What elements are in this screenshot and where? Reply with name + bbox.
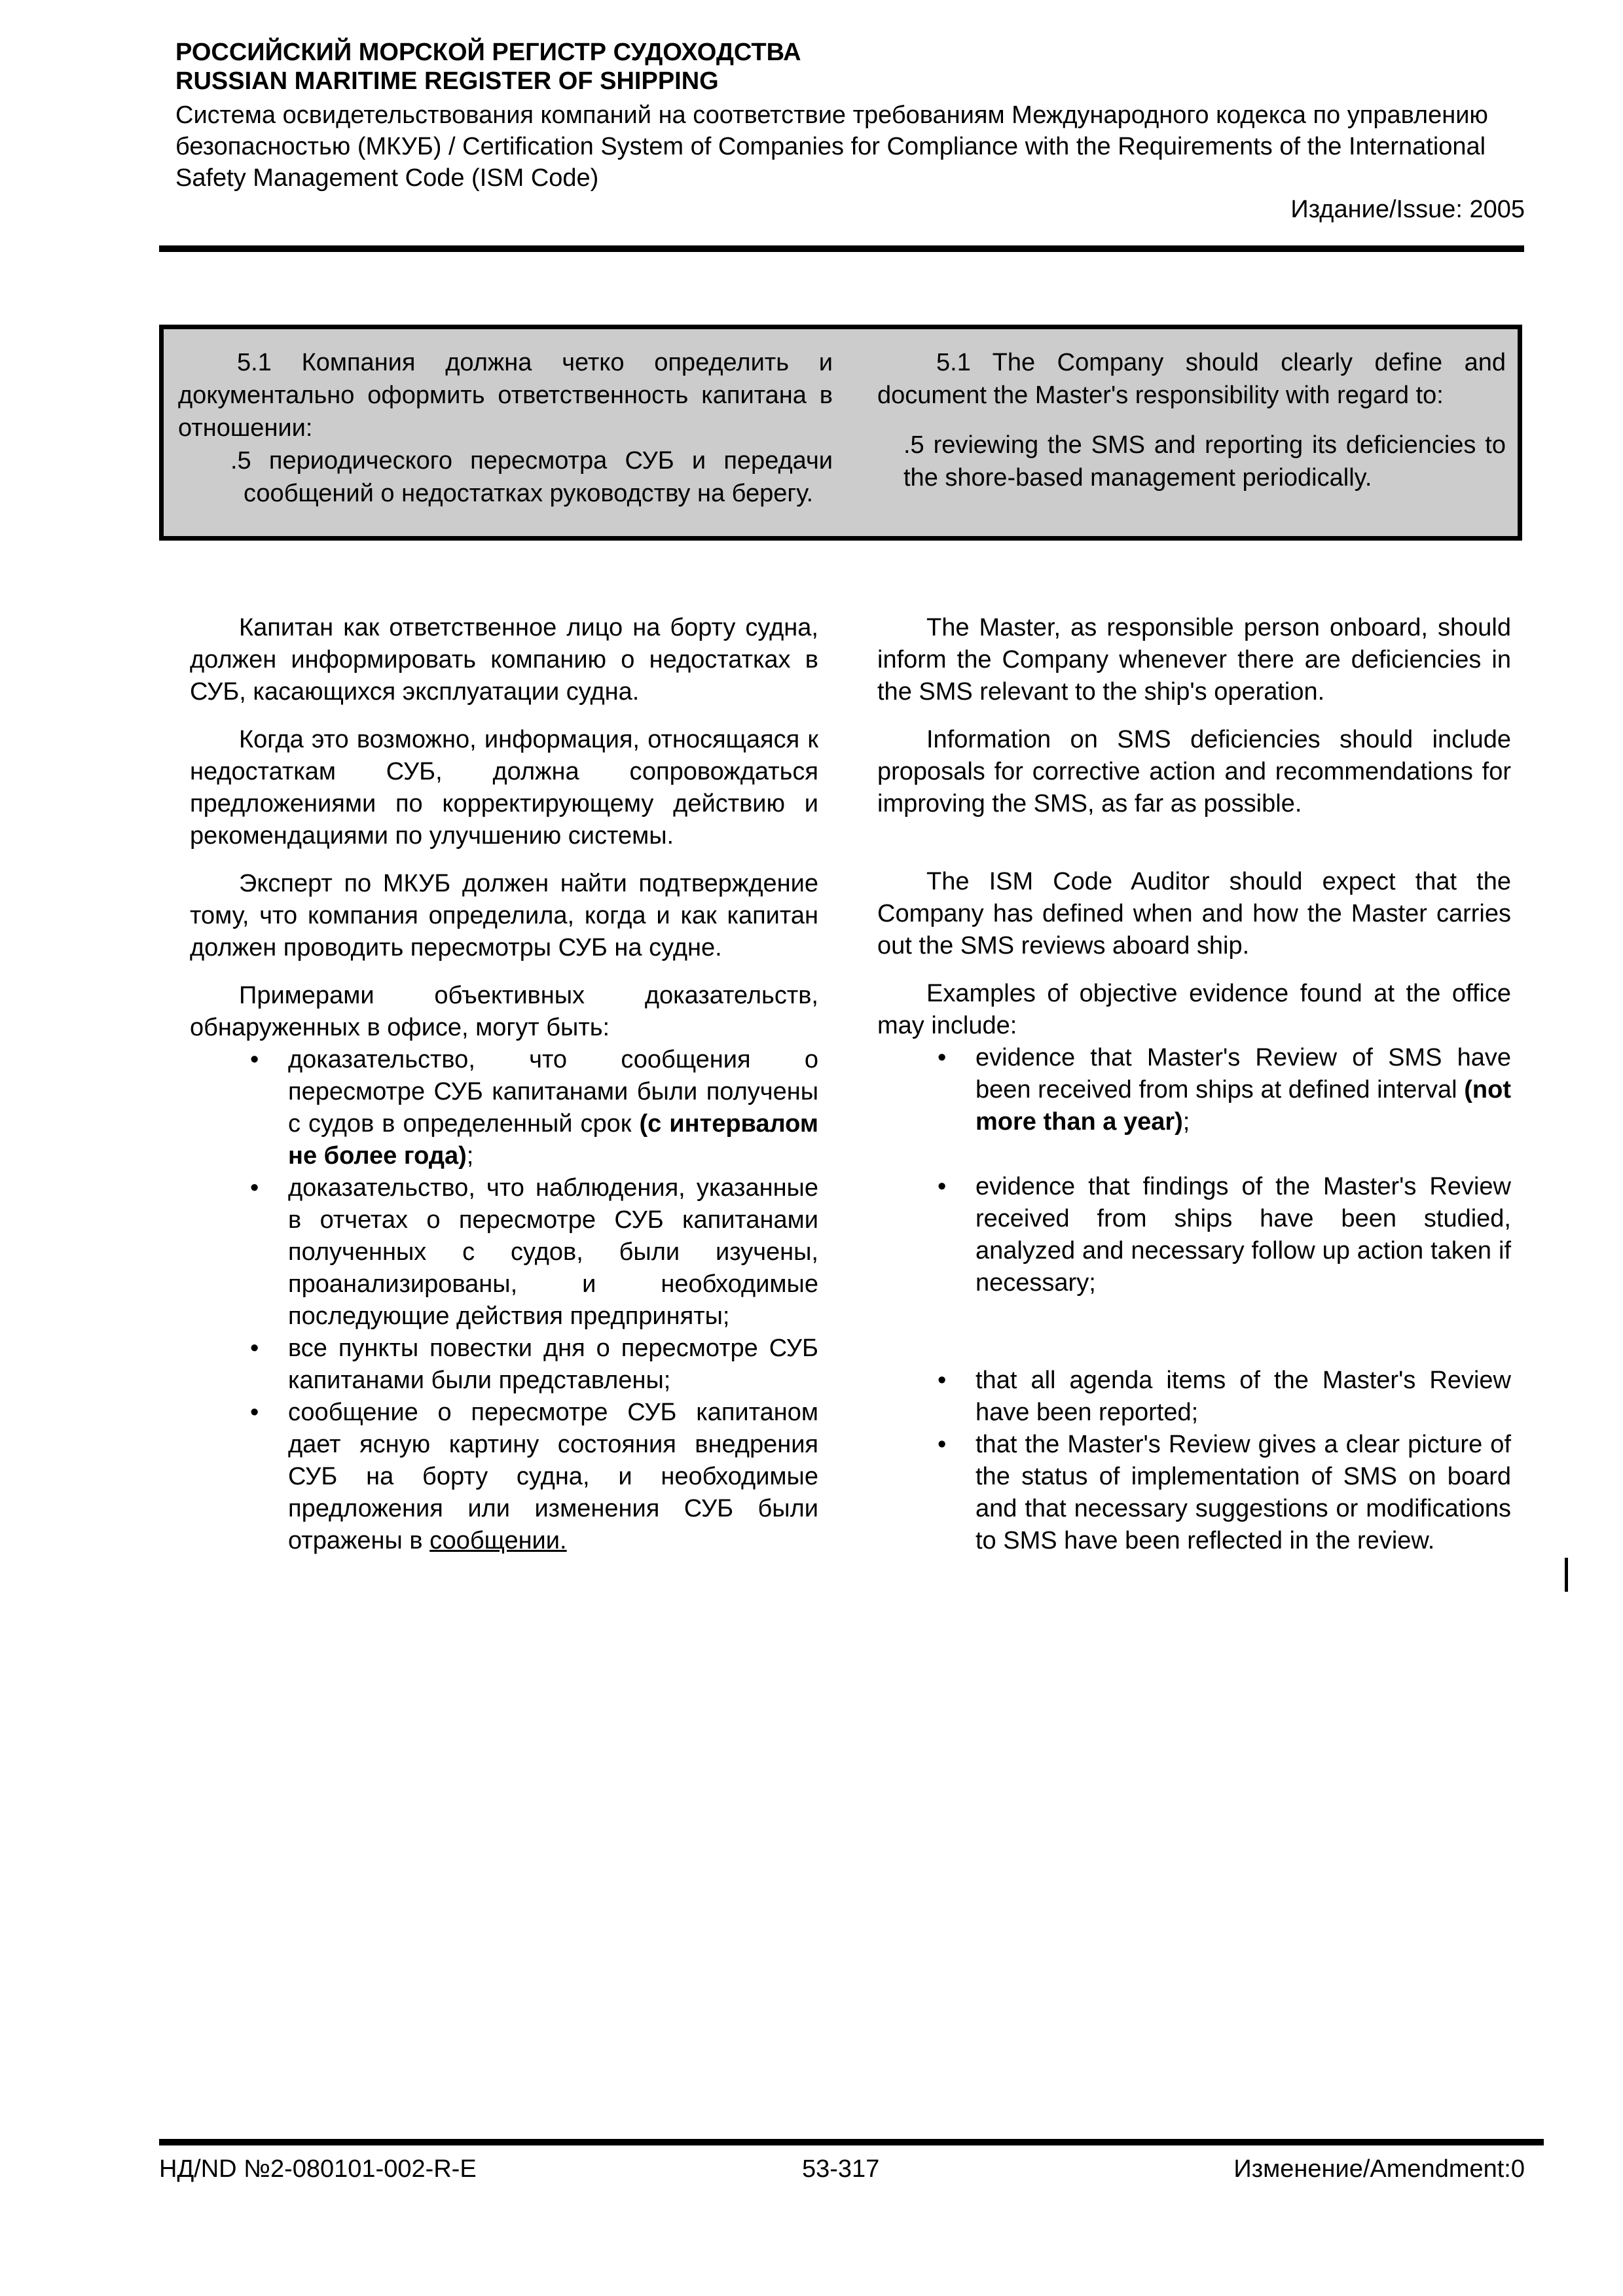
document-number: НД/ND №2-080101-002-R-E — [159, 2155, 477, 2183]
register-title-ru: РОССИЙСКИЙ МОРСКОЙ РЕГИСТР СУДОХОДСТВА — [175, 39, 801, 66]
bullet-icon: • — [938, 1431, 947, 1458]
paragraph: Капитан как ответственное лицо на борту судна, должен информировать компанию о недостатках в СУБ, касающихся эксплуатации судна. — [190, 614, 818, 706]
bullet-icon: • — [250, 1399, 259, 1426]
register-title-en: RUSSIAN MARITIME REGISTER OF SHIPPING — [175, 67, 719, 95]
list-item: • доказательство, что наблюдения, указанные в отчетах о пересмотре СУБ капитанами полученных с судов, были изучены, проанализированы, и необходимые последующие действия предприняты; — [190, 1172, 818, 1333]
requirement-ru-intro: 5.1 Компания должна четко определить и документально оформить ответственность капитана в отношении: — [178, 349, 833, 442]
list-item: • все пункты повестки дня о пересмотре СУБ капитанами были представлены; — [190, 1333, 818, 1397]
bullet-icon: • — [938, 1367, 947, 1394]
paragraph: Examples of objective evidence found at the office may include: — [877, 980, 1511, 1039]
footer-rule — [159, 2139, 1544, 2145]
paragraph: Примерами объективных доказательств, обнаруженных в офисе, могут быть: — [190, 982, 818, 1041]
list-item: • that all agenda items of the Master's Review have been reported; — [877, 1365, 1511, 1429]
list-item: • доказательство, что сообщения о пересмотре СУБ капитанами были получены с судов в определенный срок (с интервалом не более года); — [190, 1044, 818, 1172]
evidence-list-ru — [190, 1044, 818, 1557]
requirement-en-item: .5 reviewing the SMS and reporting its deficiencies to the shore-based management periodically. — [903, 431, 1506, 492]
requirement-ru — [178, 346, 833, 510]
paragraph: The Master, as responsible person onboard, should inform the Company whenever there are deficiencies in the SMS relevant to the ship's operation. — [877, 614, 1511, 706]
issue-label: Издание/Issue: 2005 — [1290, 196, 1525, 223]
header-rule — [159, 245, 1524, 252]
paragraph: Когда это возможно, информация, относящаяся к недостаткам СУБ, должна сопровождаться предложениями по корректирующему действию и рекомендациями по улучшению системы. — [190, 726, 818, 850]
evidence-list-en — [877, 1042, 1511, 1557]
paragraph: Information on SMS deficiencies should include proposals for corrective action and recommendations for improving the SMS, as far as possible. — [877, 726, 1511, 817]
paragraph: Эксперт по МКУБ должен найти подтверждение тому, что компания определила, когда и как капитан должен проводить пересмотры СУБ на судне. — [190, 870, 818, 961]
requirement-en — [877, 346, 1506, 494]
guidance-ru-column — [190, 612, 818, 1557]
bullet-icon: • — [938, 1044, 947, 1071]
paragraph: The ISM Code Auditor should expect that the Company has defined when and how the Master carries out the SMS reviews aboard ship. — [877, 868, 1511, 960]
bullet-icon: • — [938, 1173, 947, 1200]
bullet-icon: • — [250, 1335, 259, 1362]
requirement-en-intro: 5.1 The Company should clearly define and document the Master's responsibility with regard to: — [877, 349, 1506, 409]
revision-bar — [1565, 1558, 1568, 1592]
system-description: Система освидетельствования компаний на соответствие требованиям Международного кодекса по управлению безопасностью (МКУБ) / Certification System of Companies for Compliance with the Requirements of the International Safety Management Code (ISM Code) — [175, 101, 1488, 192]
list-item: • that the Master's Review gives a clear picture of the status of implementation of SMS on board and that necessary suggestions or modifications to SMS have been reflected in the review. — [877, 1429, 1511, 1557]
list-item: • сообщение о пересмотре СУБ капитаном дает ясную картину состояния внедрения СУБ на борту судна, и необходимые предложения или изменения СУБ были отражены в сообщении. — [190, 1397, 818, 1557]
requirement-box — [159, 325, 1522, 541]
requirement-ru-item: .5 периодического пересмотра СУБ и передачи сообщений о недостатках руководству на берегу. — [230, 447, 833, 507]
amendment-label: Изменение/Amendment:0 — [1233, 2155, 1525, 2183]
guidance-en-column — [877, 612, 1511, 1557]
page-header — [175, 38, 1524, 194]
list-item: • evidence that findings of the Master's Review received from ships have been studied, analyzed and necessary follow up action taken if necessary; — [877, 1171, 1511, 1299]
bullet-icon: • — [250, 1046, 259, 1073]
bullet-icon: • — [250, 1174, 259, 1202]
list-item: • evidence that Master's Review of SMS have been received from ships at defined interval (not more than a year); — [877, 1042, 1511, 1138]
page-number: 53-317 — [802, 2155, 880, 2183]
